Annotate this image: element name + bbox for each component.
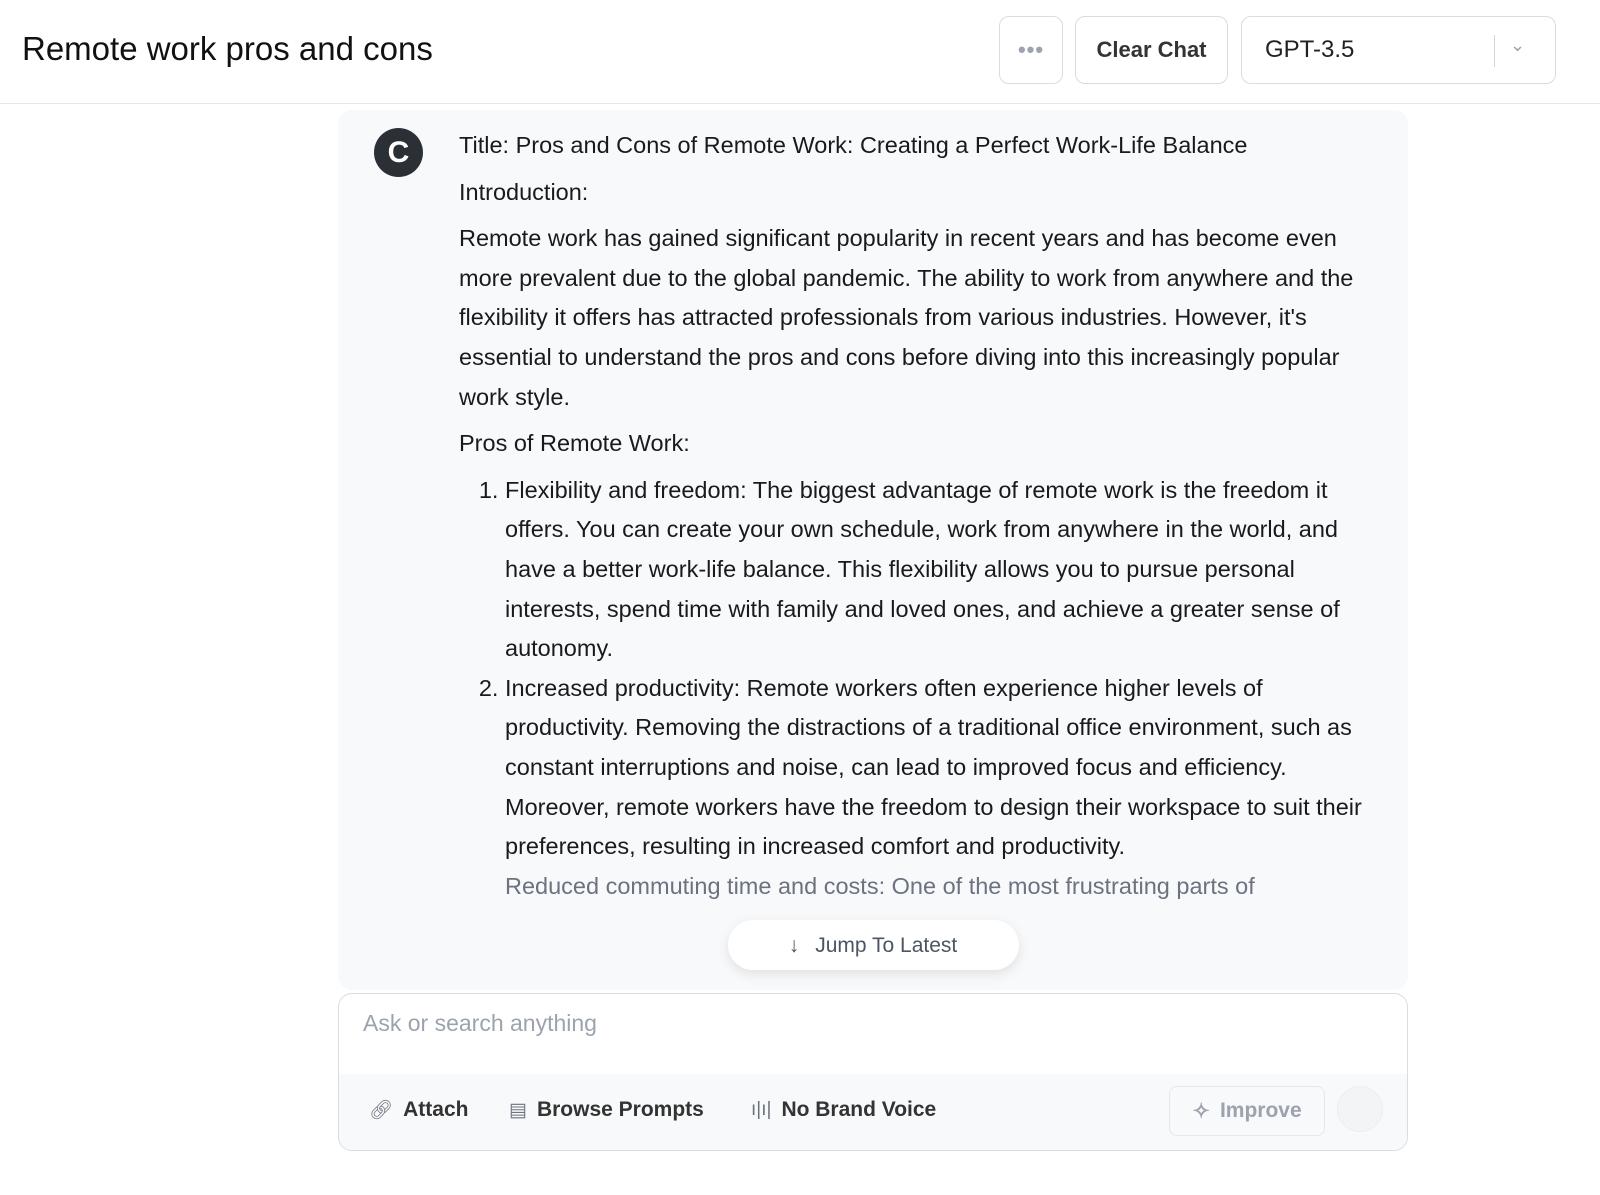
jump-row: [338, 906, 1408, 970]
message-title: Title: Pros and Cons of Remote Work: Creating a Perfect Work-Life Balance: [459, 132, 1248, 158]
chevron-down-icon: ⌄: [1510, 35, 1526, 55]
list-item: 2. Increased productivity: Remote workers often experience higher levels of productivity. Removing the distractions of a traditional office environment, such as constant interruptions and noise, can lead to improved focus and efficiency. Moreover, remote workers have the freedom to design their workspace to suit their preferences, resulting in increased comfort and productivity.: [505, 669, 1379, 867]
brand-voice-button[interactable]: [751, 1098, 936, 1122]
arrow-down-icon: ↓: [788, 933, 800, 957]
sparkle-icon: ✧: [1192, 1099, 1210, 1123]
intro-paragraph: Remote work has gained significant popularity in recent years and has become even more prevalent due to the global pandemic. The ability to work from anywhere and the flexibility it offers has attracted professionals from various industries. However, it's essential to understand the pros and cons before diving into this increasingly popular work style.: [459, 225, 1354, 410]
more-options-button[interactable]: •••: [999, 16, 1063, 84]
voice-bars-icon: ı|ı|: [751, 1099, 772, 1120]
jump-to-latest-button[interactable]: [728, 920, 1019, 970]
composer-toolbar: [339, 1074, 1407, 1151]
header: [0, 0, 1600, 104]
document-icon: ▤: [509, 1099, 527, 1121]
brand-voice-label: No Brand Voice: [781, 1098, 937, 1121]
pros-heading: Pros of Remote Work:: [459, 430, 690, 457]
attach-label: Attach: [403, 1098, 469, 1121]
paperclip-icon: 🔗︎: [369, 1100, 394, 1121]
avatar: C: [374, 128, 423, 177]
list-item: 1. Flexibility and freedom: The biggest advantage of remote work is the freedom it offers. You can create your own schedule, work from anywhere in the world, and have a better work-life balance. This flexibility allows you to pursue personal interests, spend time with family and loved ones, and achieve a greater sense of autonomy.: [505, 471, 1379, 669]
model-value: GPT-3.5: [1265, 36, 1355, 63]
assistant-message: [338, 110, 1408, 990]
send-button[interactable]: [1337, 1086, 1383, 1132]
message-content: [459, 126, 1379, 970]
list-item: 3. Reduced commuting time and costs: One of the most frustrating parts of: [505, 867, 1379, 907]
composer: [338, 993, 1408, 1151]
attach-button[interactable]: [369, 1098, 468, 1122]
clear-chat-button[interactable]: Clear Chat: [1075, 16, 1228, 84]
improve-label: Improve: [1219, 1099, 1302, 1122]
model-select[interactable]: [1241, 16, 1556, 84]
jump-label: Jump To Latest: [815, 933, 958, 957]
browse-prompts-button[interactable]: [509, 1098, 704, 1122]
divider: [1494, 35, 1495, 67]
chat-input[interactable]: [363, 1010, 1363, 1037]
browse-prompts-label: Browse Prompts: [536, 1098, 704, 1121]
chat-title: Remote work pros and cons: [22, 30, 433, 67]
improve-button[interactable]: [1169, 1086, 1325, 1136]
pros-list: [459, 471, 1379, 907]
intro-heading: Introduction:: [459, 178, 589, 205]
